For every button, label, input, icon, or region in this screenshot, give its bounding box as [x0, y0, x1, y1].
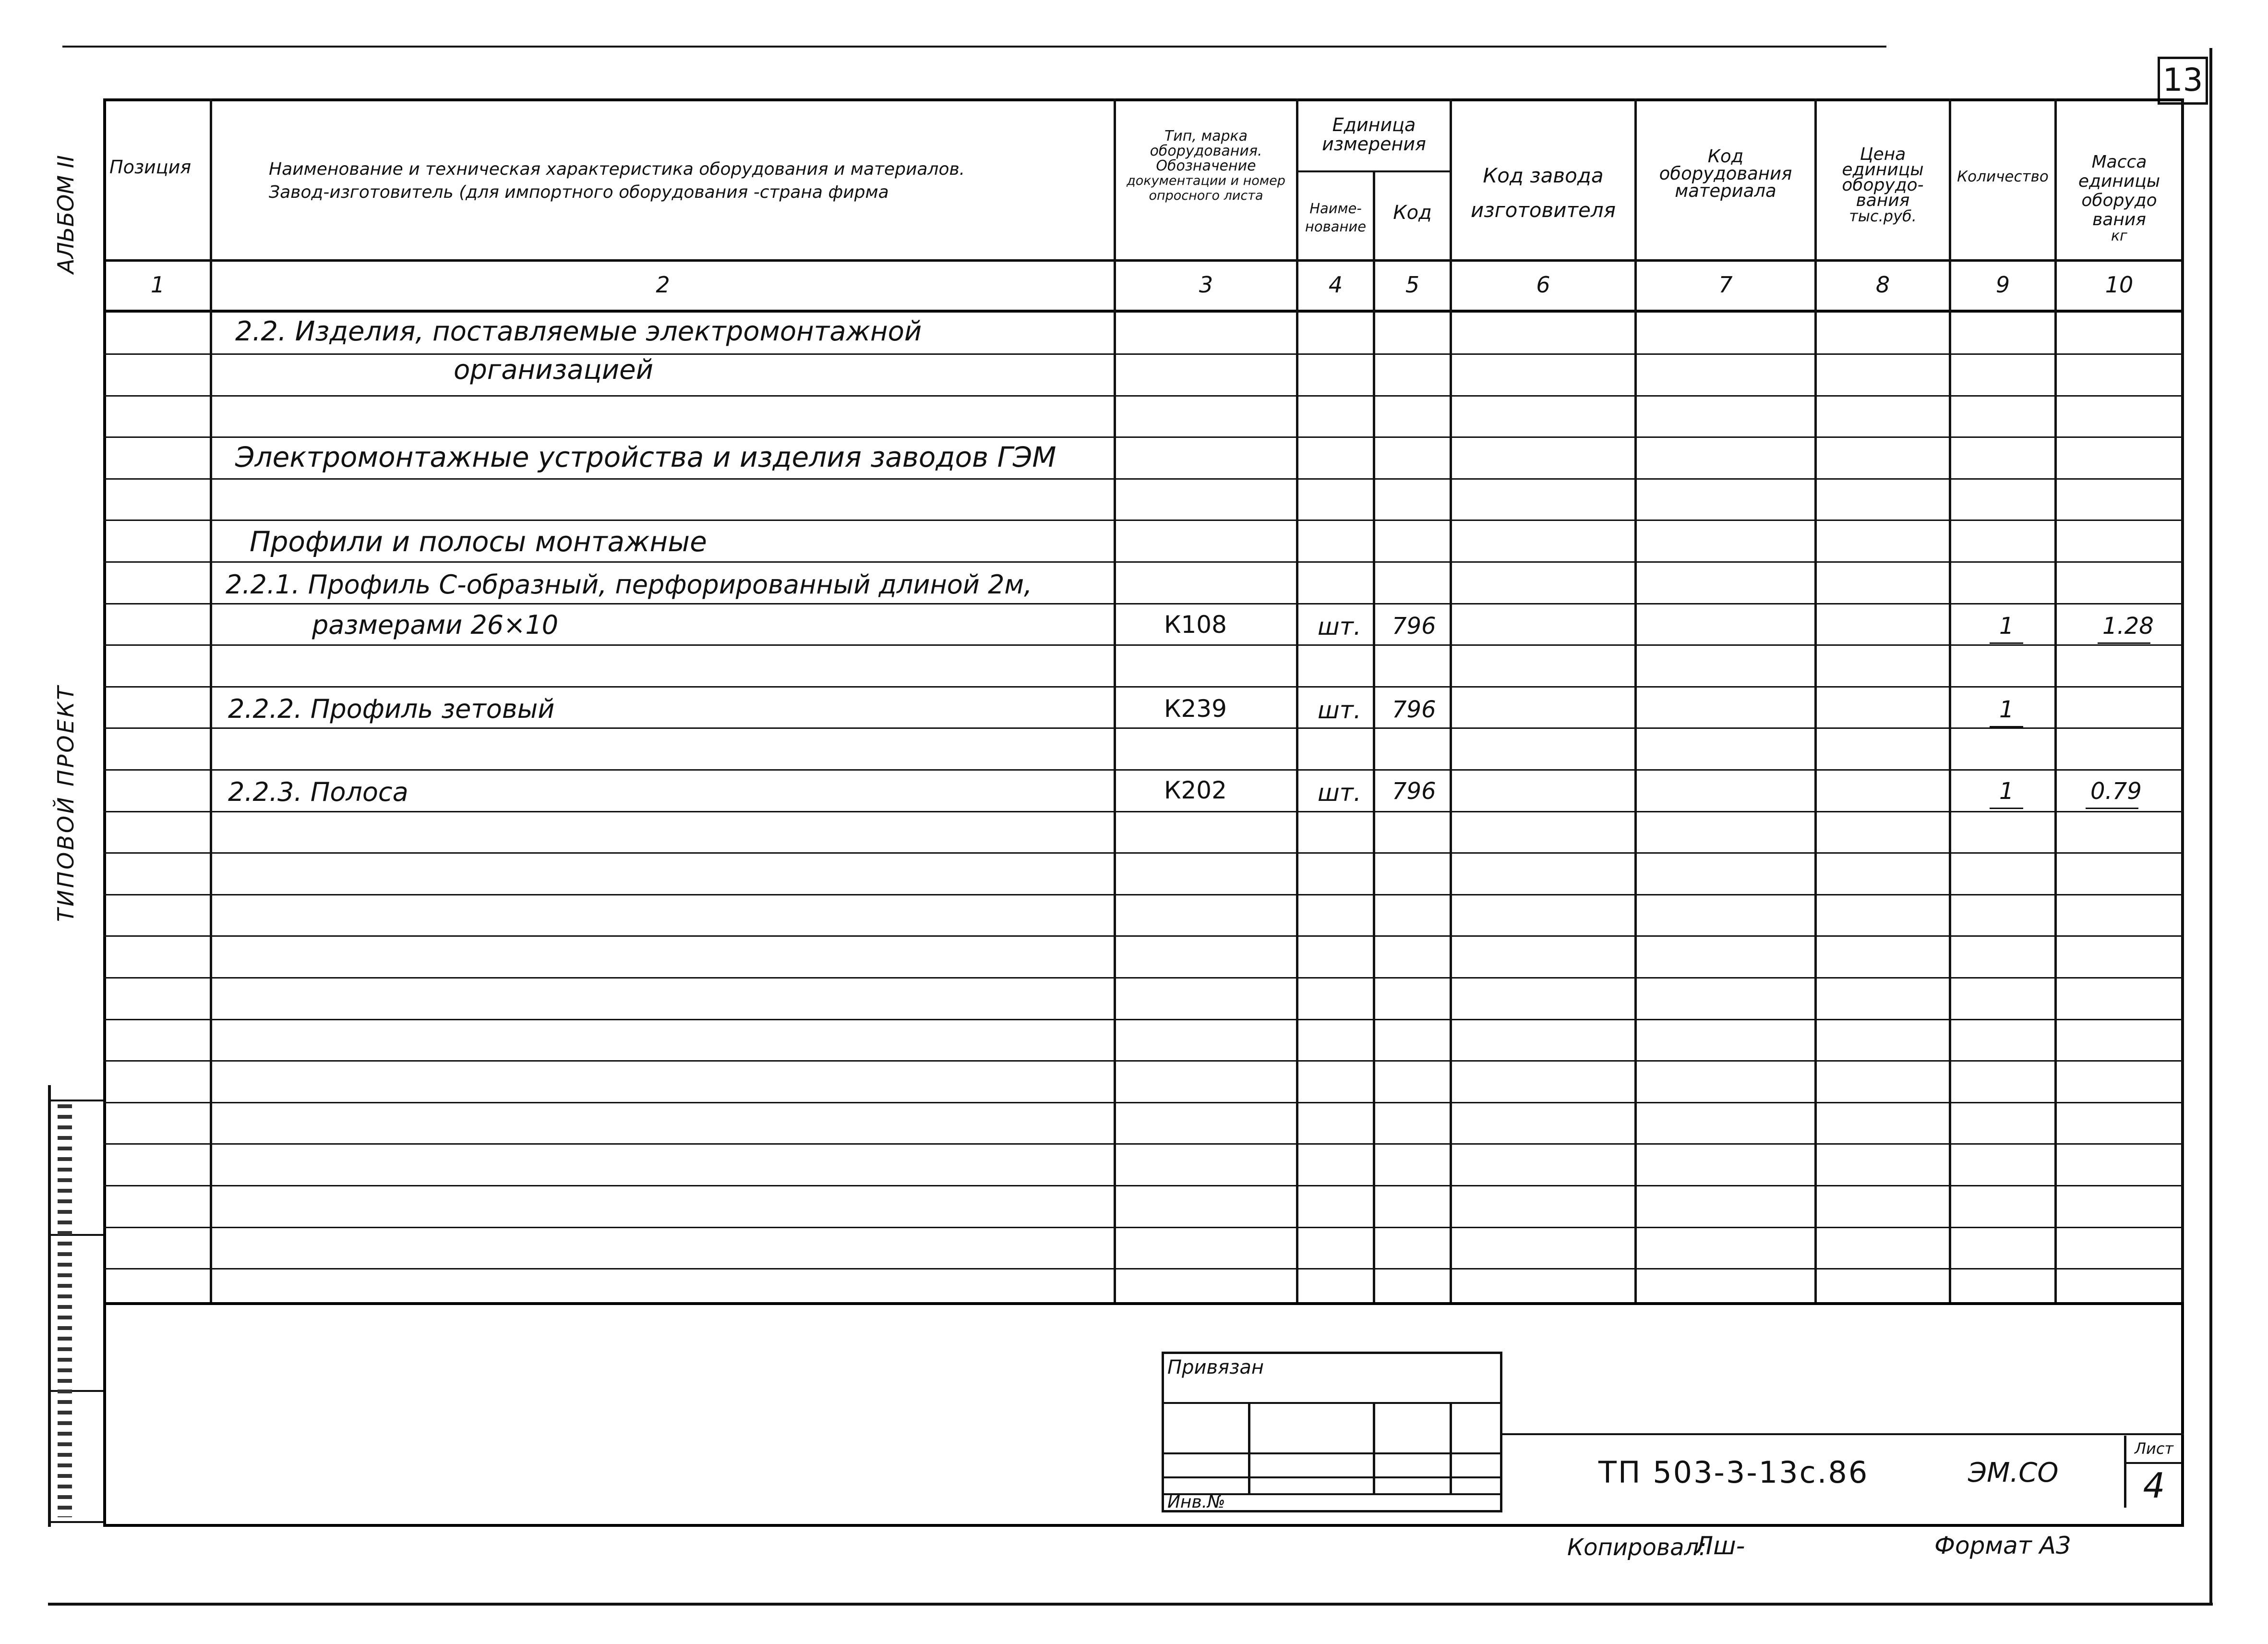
header-col7-line3: материала — [1675, 181, 1776, 201]
header-bottom-line — [103, 259, 2184, 262]
table-row-line — [103, 561, 2184, 563]
header-col3-line1: Тип, марка — [1164, 128, 1248, 145]
table-row-line — [103, 1019, 2184, 1020]
colnum-7: 7 — [1718, 272, 1733, 298]
header-col10-line2: единицы — [2078, 171, 2160, 191]
table-row-line — [103, 894, 2184, 895]
row-2-name: организацией — [454, 354, 654, 386]
header-col8-line5: тыс.руб. — [1849, 207, 1917, 225]
table-row-line — [103, 395, 2184, 397]
row-8-mass: 1.28 — [2102, 613, 2154, 640]
column-number-bottom-line — [103, 310, 2184, 313]
main-table-frame — [103, 98, 2184, 1527]
side-label-album: АЛЬБОМ II — [53, 155, 79, 274]
table-row-line — [103, 1143, 2184, 1145]
table-row-line — [103, 1185, 2184, 1186]
header-col7-line2: оборудования — [1659, 163, 1792, 184]
colnum-10: 10 — [2105, 272, 2134, 298]
row-1-name: 2.2. Изделия, поставляемые электромонтажной — [235, 316, 922, 347]
row-12-name: 2.2.3. Полоса — [228, 777, 408, 807]
row-10-qty: 1 — [1999, 696, 2014, 723]
row-10-qty-underline — [1990, 726, 2023, 727]
binding-strip-top — [48, 1100, 103, 1101]
col-line-10 — [2182, 98, 2184, 1304]
header-col8-line1: Цена — [1860, 145, 1906, 164]
colnum-2: 2 — [656, 272, 670, 298]
header-col2-line2: Завод-изготовитель (для импортного оборудования -страна фирма — [269, 182, 889, 202]
table-row-line — [103, 603, 2184, 604]
table-row-line — [103, 769, 2184, 771]
binding-strip-outer — [48, 1085, 51, 1527]
colnum-1: 1 — [150, 272, 165, 298]
header-col2-line1: Наименование и техническая характеристика оборудования и материалов. — [269, 159, 965, 179]
header-col4 — [1298, 199, 1373, 236]
row-12-unit: шт. — [1318, 779, 1361, 807]
footer-copied-sign: Лш- — [1694, 1532, 1745, 1560]
stamp-vline-2 — [1373, 1402, 1375, 1493]
header-col4-line1: Наиме- — [1309, 200, 1362, 217]
row-8-qty: 1 — [1999, 613, 2014, 640]
colnum-6: 6 — [1536, 272, 1550, 298]
header-unit-line1: Единица — [1332, 114, 1416, 135]
table-body-bottom-line — [103, 1302, 2184, 1305]
table-row-line — [103, 644, 2184, 646]
stamp-section: ЭМ.СО — [1968, 1457, 2059, 1488]
header-col10-line3: оборудо — [2081, 191, 2157, 210]
stamp-sheet-divider — [2124, 1462, 2182, 1464]
table-row-line — [103, 811, 2184, 812]
binding-strip-mid1 — [48, 1234, 103, 1236]
header-col8-line4: вания — [1856, 191, 1910, 210]
row-8-name: размерами 26×10 — [312, 610, 559, 640]
row-12-mass-underline — [2086, 808, 2138, 809]
header-col8 — [1817, 147, 1949, 224]
frame-right-line — [2209, 48, 2212, 1604]
header-col10 — [2057, 153, 2182, 243]
row-12-mass: 0.79 — [2090, 778, 2142, 805]
header-col9: Количество — [1957, 168, 2049, 185]
header-col3 — [1116, 129, 1296, 203]
header-col3-line4: документации и номер — [1127, 173, 1285, 188]
sheet-number-top: 13 — [2162, 61, 2203, 98]
stamp-sheet-label: Лист — [2134, 1439, 2174, 1458]
table-row-line — [103, 478, 2184, 480]
header-col8-line3: оборудо- — [1842, 175, 1924, 195]
header-unit-line2: измерения — [1322, 133, 1426, 155]
colnum-5: 5 — [1405, 272, 1420, 298]
colnum-4: 4 — [1328, 272, 1343, 298]
row-10-type: К239 — [1164, 695, 1227, 723]
colnum-9: 9 — [1995, 272, 2010, 298]
table-row-line — [103, 1227, 2184, 1228]
table-row-line — [103, 852, 2184, 854]
stamp-privyazan-label: Привязан — [1167, 1356, 1264, 1378]
row-10-unit: шт. — [1318, 696, 1361, 724]
row-10-code: 796 — [1392, 696, 1436, 723]
header-col7 — [1637, 148, 1814, 200]
table-row-line — [103, 1102, 2184, 1103]
stamp-vline-3 — [1450, 1402, 1452, 1493]
table-row-line — [103, 353, 2184, 355]
header-col4-line2: нование — [1305, 218, 1367, 235]
header-col7-line1: Код — [1707, 146, 1744, 167]
table-row-line — [103, 520, 2184, 521]
table-row-line — [103, 935, 2184, 937]
stamp-inv-no-label: Инв.№ — [1167, 1492, 1225, 1512]
row-12-qty: 1 — [1999, 778, 2014, 805]
table-row-line — [103, 977, 2184, 979]
table-row-line — [103, 1268, 2184, 1269]
row-10-name: 2.2.2. Профиль зетовый — [228, 694, 555, 724]
header-col10-line5: кг — [2111, 228, 2127, 244]
col-line-4 — [1373, 170, 1375, 1304]
header-col6 — [1452, 158, 1634, 228]
frame-bottom-line — [48, 1603, 2213, 1606]
row-8-type: К108 — [1164, 611, 1227, 639]
header-unit-group — [1298, 115, 1450, 154]
row-12-qty-underline — [1990, 808, 2023, 809]
header-col3-line2: оборудования. — [1150, 143, 1262, 159]
stamp-doc-top-line — [1502, 1433, 2184, 1435]
row-8-mass-underline — [2098, 642, 2150, 644]
table-row-line — [103, 686, 2184, 688]
binding-strip-bottom — [48, 1521, 103, 1523]
header-col3-line5: опросного листа — [1149, 188, 1263, 203]
row-4-name: Электромонтажные устройства и изделия заводов ГЭМ — [235, 441, 1056, 473]
table-row-line — [103, 727, 2184, 729]
row-6-name: Профили и полосы монтажные — [250, 525, 707, 558]
header-col6-line1: Код завода — [1483, 164, 1604, 187]
stamp-vline-1 — [1248, 1402, 1250, 1493]
header-col3-line3: Обозначение — [1156, 157, 1256, 174]
row-8-qty-underline — [1990, 642, 2023, 644]
row-8-unit: шт. — [1318, 613, 1361, 641]
table-row-line — [103, 1060, 2184, 1062]
side-label-project: ТИПОВОЙ ПРОЕКТ — [53, 684, 79, 922]
header-col10-line4: вания — [2092, 210, 2146, 230]
row-12-code: 796 — [1392, 778, 1436, 805]
row-12-type: К202 — [1164, 776, 1227, 804]
header-col5: Код — [1393, 202, 1432, 224]
colnum-8: 8 — [1875, 272, 1890, 298]
stamp-sheet-number: 4 — [2143, 1465, 2165, 1506]
header-col8-line2: единицы — [1842, 160, 1924, 180]
binding-strip-hatch — [58, 1104, 72, 1517]
header-col1-position: Позиция — [109, 157, 192, 178]
binding-strip-mid2 — [48, 1390, 103, 1392]
row-8-code: 796 — [1392, 613, 1436, 640]
stamp-doc-code: ТП 503-3-13с.86 — [1598, 1455, 1869, 1490]
frame-top-line — [62, 46, 1886, 48]
footer-copied-label: Копировал: — [1567, 1534, 1707, 1561]
colnum-3: 3 — [1199, 272, 1213, 298]
row-7-name: 2.2.1. Профиль С-образный, перфорированный длиной 2м, — [226, 569, 1032, 600]
header-col6-line2: изготовителя — [1470, 198, 1616, 222]
footer-format: Формат А3 — [1934, 1532, 2071, 1559]
table-row-line — [103, 436, 2184, 438]
header-col10-line1: Масса — [2091, 152, 2147, 172]
